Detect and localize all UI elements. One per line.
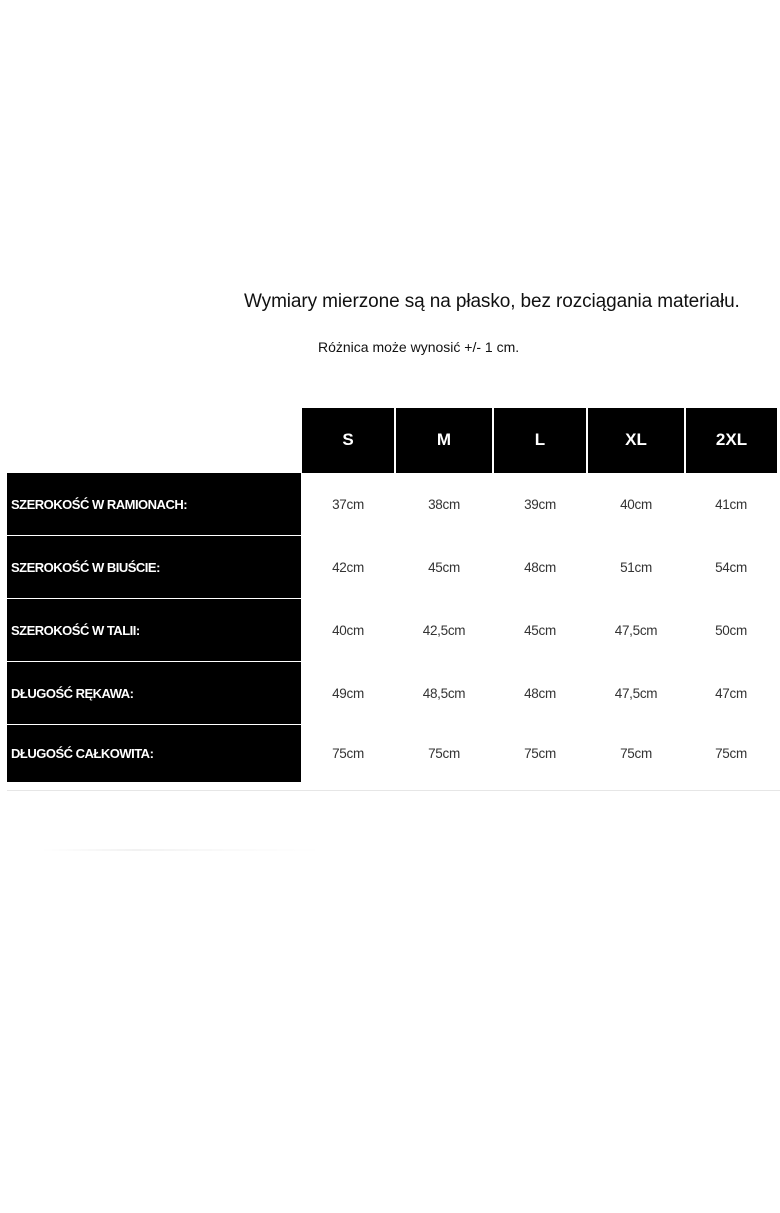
- table-row: [7, 662, 777, 725]
- table-cell: 40cm: [620, 496, 652, 512]
- table-cell: 48cm: [524, 685, 556, 701]
- table-cell: 50cm: [715, 622, 747, 638]
- table-cell: 47cm: [715, 685, 747, 701]
- size-header-row: [7, 408, 777, 473]
- table-cell: 42,5cm: [422, 622, 466, 638]
- table-row: [7, 536, 777, 599]
- table-bottom-divider: [7, 790, 780, 791]
- table-cell: 41cm: [715, 496, 747, 512]
- size-chart-title: Wymiary mierzone są na płasko, bez rozciągania materiału.: [244, 291, 740, 312]
- size-column-l: L: [493, 408, 587, 473]
- table-cell: 75cm: [715, 746, 747, 761]
- table-cell: 51cm: [620, 559, 652, 575]
- table-cell: 47,5cm: [614, 622, 658, 638]
- table-cell: 48cm: [524, 559, 556, 575]
- table-cell: 38cm: [428, 496, 460, 512]
- table-cell: 45cm: [524, 622, 556, 638]
- table-cell: 54cm: [715, 559, 747, 575]
- row-label-total-length: DŁUGOŚĆ CAŁKOWITA:: [7, 725, 301, 783]
- table-cell: 39cm: [524, 496, 556, 512]
- table-row: [7, 473, 777, 536]
- table-cell: 75cm: [428, 746, 460, 761]
- table-cell: 75cm: [524, 746, 556, 761]
- table-cell: 48,5cm: [422, 685, 466, 701]
- table-cell: 37cm: [332, 496, 364, 512]
- table-row: [7, 725, 777, 783]
- faint-divider: [40, 849, 325, 851]
- row-label-waist-width: SZEROKOŚĆ W TALII:: [7, 599, 301, 662]
- row-label-shoulder-width: SZEROKOŚĆ W RAMIONACH:: [7, 473, 301, 536]
- table-cell: 45cm: [428, 559, 460, 575]
- table-cell: 42cm: [332, 559, 364, 575]
- size-chart-tolerance-note: Różnica może wynosić +/- 1 cm.: [318, 339, 520, 355]
- table-cell: 47,5cm: [614, 685, 658, 701]
- size-column-m: M: [395, 408, 493, 473]
- size-column-xl: XL: [587, 408, 685, 473]
- row-label-sleeve-length: DŁUGOŚĆ RĘKAWA:: [7, 662, 301, 725]
- table-row: [7, 599, 777, 662]
- table-cell: 49cm: [332, 685, 364, 701]
- table-corner: [7, 408, 301, 473]
- row-label-bust-width: SZEROKOŚĆ W BIUŚCIE:: [7, 536, 301, 599]
- table-cell: 40cm: [332, 622, 364, 638]
- size-column-2xl: 2XL: [685, 408, 777, 473]
- size-column-s: S: [301, 408, 395, 473]
- table-cell: 75cm: [620, 746, 652, 761]
- size-chart-table: [7, 408, 777, 783]
- table-cell: 75cm: [332, 746, 364, 761]
